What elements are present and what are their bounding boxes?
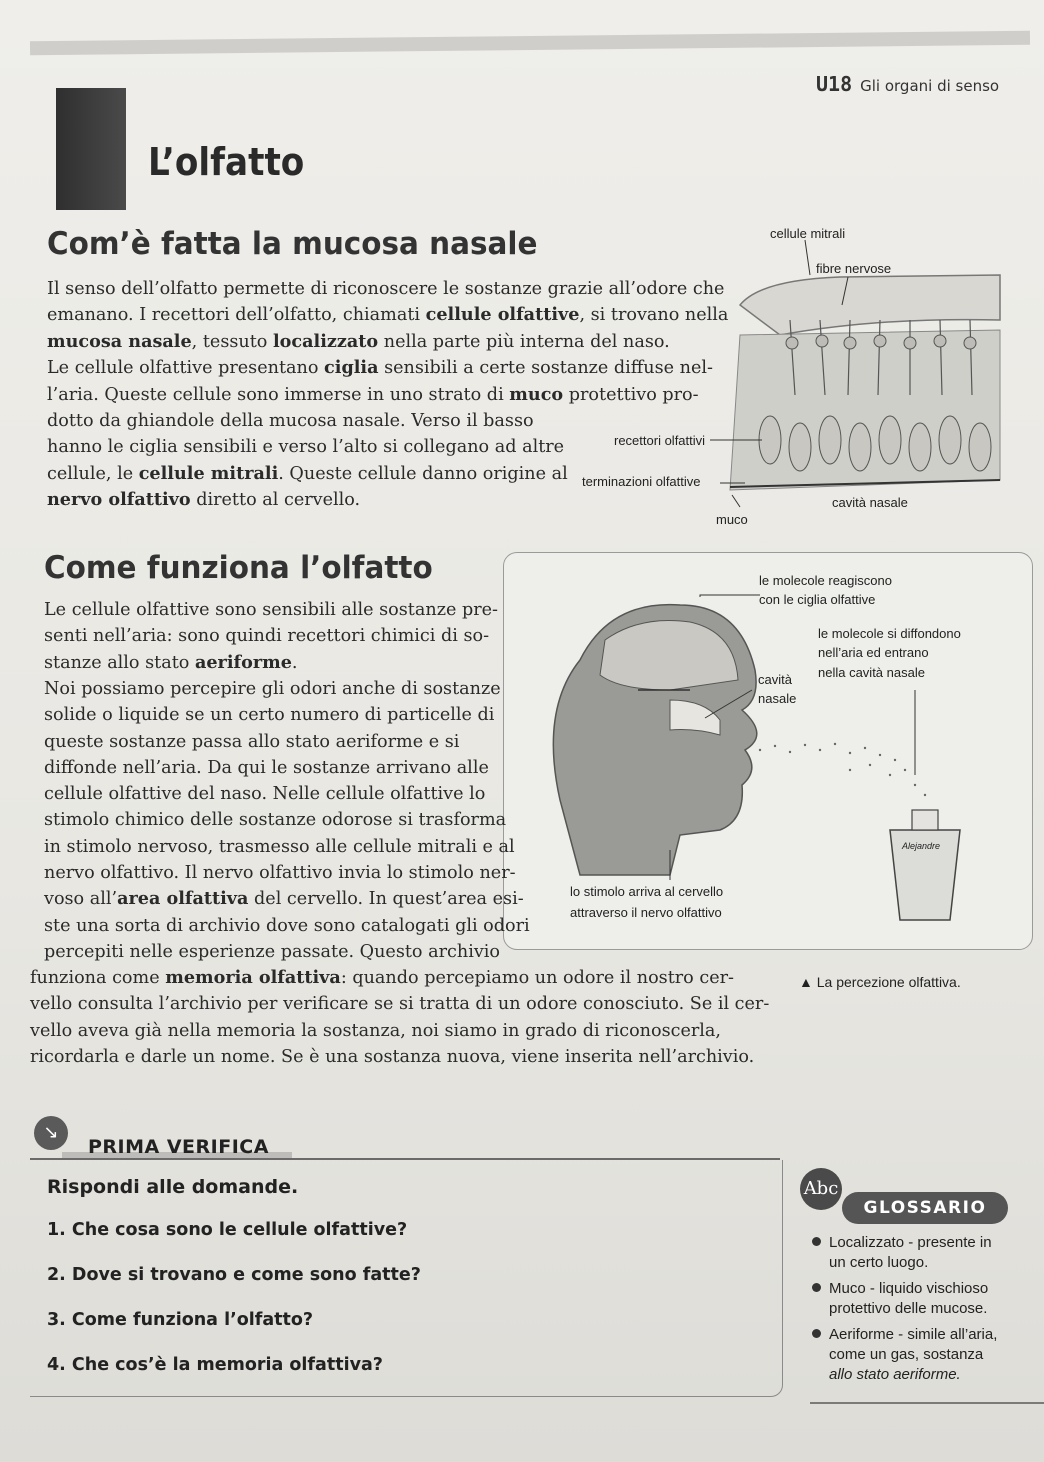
label-reagiscono-2: con le ciglia olfattive [759, 592, 876, 607]
text-segment: Le cellule olfattive presentano [47, 358, 325, 379]
text-segment: . [291, 652, 298, 673]
bold-term: localizzato [272, 330, 379, 352]
label-cellule-mitrali: cellule mitrali [770, 226, 846, 241]
text-line [30, 965, 790, 991]
text-line [44, 623, 504, 649]
glossary-bottom-rule [810, 1402, 1044, 1404]
verifica-title: PRIMA VERIFICA [88, 1136, 269, 1158]
text-segment: ste una sorta di archivio dove sono catalogati gli odori [44, 915, 530, 936]
glossario-title: GLOSSARIO [842, 1192, 1008, 1224]
bold-term: muco [509, 383, 564, 405]
text-segment: solide o liquide se un certo numero di particelle di [44, 705, 495, 726]
text-segment: emanano. I recettori dell’olfatto, chiamati [47, 305, 426, 326]
text-line [44, 650, 504, 676]
glossary-line: Muco - liquido vischioso [829, 1280, 989, 1297]
text-segment: nella parte più interna del naso. [378, 331, 670, 352]
label-recettori: recettori olfattivi [614, 433, 706, 448]
label-fibre-nervose: fibre nervose [816, 261, 892, 276]
glossary-item-muco [812, 1279, 988, 1319]
question-3: 3. Come funziona l’olfatto? [47, 1310, 314, 1330]
text-line [44, 729, 504, 755]
text-line [44, 834, 515, 860]
glossary-line: Aeriforme - simile all’aria, [829, 1326, 998, 1343]
text-segment: queste sostanze passa allo stato aeriforme e si [44, 731, 460, 752]
text-line [30, 991, 790, 1017]
glossary-item-aeriforme [812, 1325, 997, 1385]
glossary-item-localizzato [812, 1233, 992, 1273]
bold-term: nervo olfattivo [47, 489, 191, 511]
nerve-bundle [740, 275, 1000, 335]
glossary-line: un certo luogo. [829, 1254, 929, 1271]
text-line [30, 1044, 790, 1070]
title-bar-decoration [56, 88, 126, 210]
text-segment: , si trovano nella [579, 305, 729, 326]
bold-term: mucosa nasale [47, 330, 192, 352]
text-segment: Noi possiamo percepire gli odori anche di sostanze [44, 678, 501, 699]
leader-muco [732, 495, 740, 507]
text-line [30, 1018, 790, 1044]
text-segment: protettivo pro- [563, 384, 699, 405]
verifica-instruction: Rispondi alle domande. [47, 1176, 299, 1198]
text-segment: Il senso dell’olfatto permette di riconoscere le sostanze grazie all’odore che [47, 279, 725, 299]
label-terminazioni: terminazioni olfattive [582, 474, 701, 489]
text-segment: ricordarla e darle un nome. Se è una sostanza nuova, viene inserita nell’archivio. [30, 1046, 755, 1067]
glossary-line: protettivo delle mucose. [829, 1300, 988, 1317]
bold-term: memoria olfattiva [165, 967, 341, 988]
section1-heading: Com’è fatta la mucosa nasale [47, 226, 538, 262]
bullet-icon [812, 1283, 821, 1292]
text-segment: stimolo chimico delle sostanze odorose si trasforma [44, 810, 507, 831]
question-1: 1. Che cosa sono le cellule olfattive? [47, 1220, 408, 1240]
text-line [44, 913, 530, 939]
text-segment: . Queste cellule danno origine al [278, 463, 568, 484]
text-segment: Le cellule olfattive sono sensibili alle sostanze pre- [44, 600, 498, 620]
text-line [44, 597, 504, 623]
text-segment: percepiti nelle esperienze passate. Questo archivio [44, 941, 500, 962]
text-segment: sensibili a certe sostanze diffuse nel- [378, 358, 713, 379]
bold-term: cellule olfattive [425, 304, 580, 326]
text-segment: vello aveva già nella memoria la sostanza, noi siamo in grado di riconoscerla, [30, 1020, 722, 1041]
text-segment: cellule olfattive del naso. Nelle cellule olfattive lo [44, 784, 486, 805]
abc-icon: Abc [800, 1168, 842, 1210]
text-line [44, 755, 504, 781]
text-segment: , tessuto [191, 331, 273, 352]
unit-code: U18 [816, 72, 853, 96]
text-segment: nervo olfattivo. Il nervo olfattivo invia lo stimolo ner- [44, 863, 516, 883]
text-line [44, 807, 507, 833]
text-segment: in stimolo nervoso, trasmesso alle cellule mitrali e al [44, 836, 515, 857]
text-line [44, 860, 516, 886]
text-segment: : quando percepiamo un odore il nostro cer- [340, 968, 734, 988]
text-segment: voso all’ [44, 889, 118, 910]
label-diffondono-3: nella cavità nasale [818, 665, 925, 680]
unit-header [816, 72, 999, 96]
text-line [44, 939, 504, 965]
label-stimolo-1: lo stimolo arriva al cervello [570, 884, 724, 899]
bold-term: aeriforme [194, 651, 292, 673]
top-divider [30, 31, 1030, 55]
head-perfume-diagram [520, 560, 1020, 940]
question-2: 2. Dove si trovano e come sono fatte? [47, 1265, 421, 1285]
text-segment: senti nell’aria: sono quindi recettori chimici di so- [44, 626, 490, 647]
text-segment: hanno le ciglia sensibili e verso l’alto si collegano ad altre [47, 437, 565, 458]
label-muco: muco [716, 512, 748, 527]
bullet-icon [812, 1329, 821, 1338]
label-stimolo-2: attraverso il nervo olfattivo [570, 905, 722, 920]
text-segment: diretto al cervello. [190, 490, 361, 511]
glossary-line: allo stato aeriforme. [829, 1366, 961, 1383]
bold-term: ciglia [324, 357, 379, 379]
unit-title: Gli organi di senso [860, 77, 1000, 95]
text-line [44, 886, 524, 912]
text-segment: diffonde nell’aria. Da qui le sostanze arrivano alle [44, 757, 489, 778]
leader-mitrali [805, 240, 810, 275]
text-segment: cellule, le [47, 463, 139, 484]
arrow-icon: ↘ [34, 1116, 68, 1150]
text-segment: del cervello. In quest’area esi- [248, 889, 524, 910]
page-title: L’olfatto [148, 140, 305, 184]
glossary-line: Localizzato - presente in [829, 1234, 992, 1251]
text-line [44, 781, 504, 807]
perfume-cap [912, 810, 938, 830]
bold-term: cellule mitrali [138, 462, 279, 484]
text-line [44, 702, 504, 728]
text-segment: vello consulta l’archivio per verificare se si tratta di un odore conosciuto. Se il cer- [30, 994, 770, 1015]
label-cavita-2: nasale [758, 691, 797, 706]
leader-reagiscono [700, 595, 760, 597]
figure-caption: ▲ La percezione olfattiva. [799, 974, 961, 990]
label-diffondono-1: le molecole si diffondono [818, 626, 961, 641]
text-segment: dotto da ghiandole della mucosa nasale. Verso il basso [47, 411, 534, 431]
label-diffondono-2: nell’aria ed entrano [818, 645, 929, 660]
text-segment: stanze allo stato [44, 652, 195, 673]
text-segment: funziona come [30, 968, 166, 988]
label-cavita-1: cavità [758, 672, 792, 687]
bullet-icon [812, 1237, 821, 1246]
text-segment: l’aria. Queste cellule sono immerse in uno strato di [47, 384, 510, 405]
bold-term: area olfattiva [117, 888, 249, 910]
label-reagiscono-1: le molecole reagiscono [759, 573, 892, 588]
label-cavita-nasale: cavità nasale [832, 495, 908, 510]
section2-heading: Come funziona l’olfatto [44, 550, 433, 586]
question-4: 4. Che cos’è la memoria olfattiva? [47, 1355, 383, 1375]
bottle-label: Alejandre [902, 841, 941, 851]
odor-particles [759, 743, 926, 796]
text-line [44, 676, 504, 702]
glossary-line: come un gas, sostanza [829, 1346, 984, 1363]
